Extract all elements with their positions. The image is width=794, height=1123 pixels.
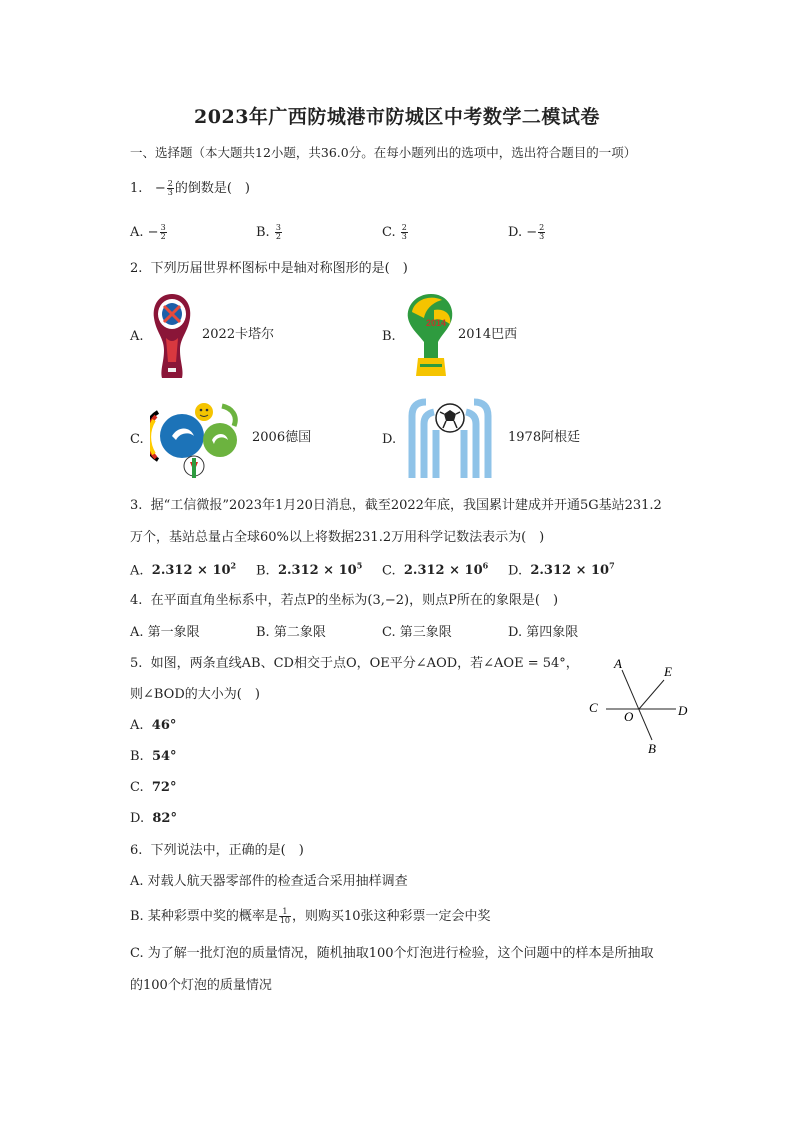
point-c-label: C <box>589 700 598 715</box>
q2-option-b-caption: 2014巴西 <box>458 327 518 342</box>
question-5-line-2: 则∠BOD的大小为( ) <box>130 687 260 702</box>
q2-option-c-caption: 2006德国 <box>252 430 312 445</box>
question-number: 1. <box>130 181 143 196</box>
question-2: 2. 下列历届世界杯图标中是轴对称图形的是( ) <box>130 261 408 276</box>
fraction: $\frac{2}{3}$ <box>167 179 173 197</box>
q6-option-c-line-2: 的100个灯泡的质量情况 <box>130 978 272 993</box>
point-d-label: D <box>678 703 688 718</box>
q5-option-b: B. 54° <box>130 749 177 764</box>
point-a-label: A <box>614 656 622 671</box>
q2-option-d-caption: 1978阿根廷 <box>508 430 581 445</box>
q1-option-c: C. $\frac{2}{3}$ <box>382 223 407 241</box>
section-heading: 一、选择题（本大题共12小题，共36.0分。在每小题列出的选项中，选出符合题目的一项） <box>130 145 637 160</box>
q4-option-b: B. 第二象限 <box>256 625 326 640</box>
page-title: 2023年广西防城港市防城区中考数学二模试卷 <box>194 106 600 128</box>
q3-option-d: D. $2.312 \times 10^7$ <box>508 561 615 579</box>
angle-figure <box>584 652 694 760</box>
brazil-2014-logo <box>404 292 458 378</box>
q1-option-a: A. − $\frac{3}{2}$ <box>130 223 166 241</box>
q6-option-c-line-1: C. 为了解一批灯泡的质量情况，随机抽取100个灯泡进行检验，这个问题中的样本是所抽取 <box>130 946 654 961</box>
point-e-label: E <box>664 664 672 679</box>
question-6: 6. 下列说法中，正确的是( ) <box>130 843 304 858</box>
q6-option-b: B. 某种彩票中奖的概率是 $\frac{1}{10}$ ，则购买10张这种彩票一定会中奖 <box>130 907 491 925</box>
q3-option-a: A. $2.312 \times 10^2$ <box>130 561 237 579</box>
argentina-1978-logo <box>404 396 496 478</box>
q2-option-c-label: C. <box>130 432 144 447</box>
q2-option-a-label: A. <box>130 329 144 344</box>
q5-option-a: A. 46° <box>130 718 177 733</box>
question-3-line-2: 万个，基站总量占全球60%以上将数据231.2万用科学记数法表示为( ) <box>130 530 545 545</box>
point-o-label: O <box>624 709 634 724</box>
q4-option-a: A. 第一象限 <box>130 625 200 640</box>
q5-option-c: C. 72° <box>130 780 177 795</box>
q2-option-b-label: B. <box>382 329 396 344</box>
q3-option-c: C. $2.312 \times 10^6$ <box>382 561 489 579</box>
question-3-line-1: 3. 据“工信微报”2023年1月20日消息，截至2022年底，我国累计建成并开通5G基站231.2 <box>130 498 662 513</box>
q4-option-d: D. 第四象限 <box>508 625 579 640</box>
q6-option-a: A. 对载人航天器零部件的检查适合采用抽样调查 <box>130 874 408 889</box>
svg-text:2014: 2014 <box>426 318 447 328</box>
question-1: 1. − $\frac{2}{3}$ 的倒数是( ) <box>130 179 250 197</box>
q1-option-b: B. $\frac{3}{2}$ <box>256 223 281 241</box>
q4-option-c: C. 第三象限 <box>382 625 452 640</box>
q5-option-d: D. 82° <box>130 811 177 826</box>
question-5-line-1: 5. 如图，两条直线AB、CD相交于点O，OE平分∠AOD，若∠AOE = 54°， <box>130 656 579 671</box>
question-4: 4. 在平面直角坐标系中，若点P的坐标为(3,−2)，则点P所在的象限是( ) <box>130 593 559 608</box>
germany-2006-logo <box>150 392 246 484</box>
point-b-label: B <box>648 741 656 756</box>
q2-option-d-label: D. <box>382 432 397 447</box>
q2-option-a-caption: 2022卡塔尔 <box>202 327 275 342</box>
q1-option-d: D. − $\frac{2}{3}$ <box>508 223 545 241</box>
qatar-2022-logo <box>150 292 194 380</box>
q3-option-b: B. $2.312 \times 10^5$ <box>256 561 363 579</box>
